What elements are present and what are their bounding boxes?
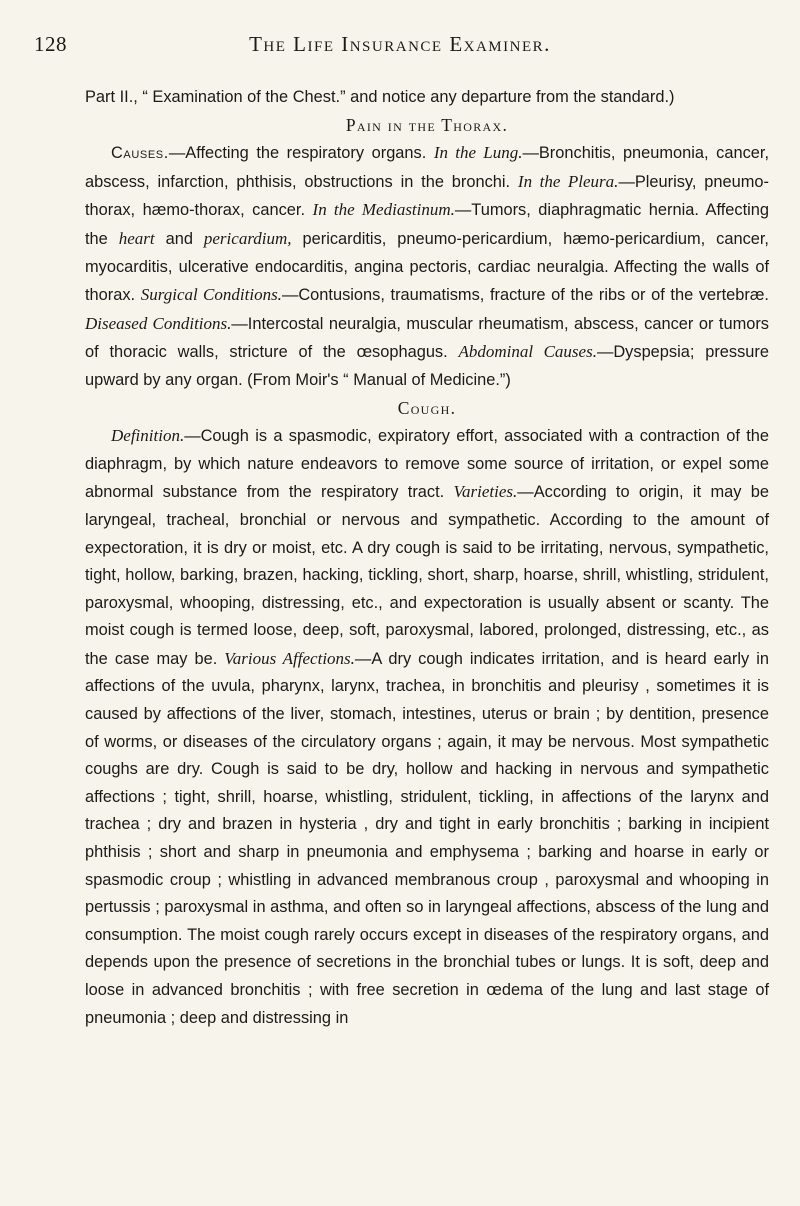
body-text	[85, 84, 769, 1032]
definition-label: Definition.	[111, 426, 185, 446]
lung-label: In the Lung.	[433, 143, 523, 163]
definition-text: —Cough is a spasmodic, expiratory effort, associated with a contraction of the diaphragm, by which nature endeavors to remove some source of irritation, or expel some abnormal substance from the respiratory tract.	[85, 427, 769, 502]
abdominal-label: Abdominal Causes.	[458, 342, 597, 362]
abdominal-text: —Dyspepsia; pressure upward by any organ. (From Moir's “ Manual of Medicine.”)	[85, 343, 769, 389]
affections-text: —A dry cough indicates irritation, and is heard early in affections of the uvula, pharynx, larynx, trachea, in bronchitis and pleurisy , sometimes it is caused by affections of the liver, stomach, intestines, uterus or brain ; by dentition, presence of worms, or diseases of the circulatory organs ; again, it may be nervous. Most sympathetic coughs are dry. Cough is said to be dry, hollow and hacking in nervous and sympathetic affections ; tight, shrill, hoarse, whistling, stridulent, tickling, in affections of the larynx and trachea ; dry and brazen in hysteria , dry and tight in early bronchitis ; barking in incipient phthisis ; short and sharp in pneumonia and emphysema ; barking and hoarse in early or spasmodic croup ; whistling in advanced membranous croup , paroxysmal and whooping in pertussis ; paroxysmal in asthma, and often so in laryngeal affections, abscess of the lung and consumption. The moist cough rarely occurs except in diseases of the respiratory organs, and depends upon the presence of secretions in the bronchial tubes or lungs. It is soft, deep and loose in advanced bronchitis ; with free secretion in œdema of the lung and last stage of pneumonia ; deep and distressing in	[85, 649, 769, 1027]
causes-paragraph	[85, 139, 769, 394]
pleura-text: —Pleurisy, pneumo-thorax, hæmo-thorax, cancer.	[85, 172, 769, 220]
pericardium-label: pericardium,	[203, 228, 292, 248]
running-title: The Life Insurance Examiner.	[249, 32, 551, 56]
surgical-text: —Contusions, traumatisms, fracture of the ribs or of the vertebræ.	[281, 286, 769, 305]
cough-paragraph	[85, 422, 769, 1032]
heart-and: and	[154, 229, 204, 248]
pericardium-text: pericarditis, pneumo-pericardium, hæmo-pericardium, cancer, myocarditis, ulcerative endocarditis, angina pectoris, cardiac neuralgia. Affecting the walls of thorax.	[85, 229, 769, 305]
pain-heading: Pain in the Thorax.	[345, 114, 509, 135]
running-header	[0, 28, 800, 64]
affections-label: Various Affections.	[224, 648, 355, 668]
mediastinum-label: In the Mediastinum.	[312, 200, 455, 220]
varieties-label: Varieties.	[453, 482, 518, 502]
lung-text: —Bronchitis, pneumonia, cancer, abscess, infarction, phthisis, obstructions in the bronchi.	[85, 144, 769, 191]
pleura-label: In the Pleura.	[517, 171, 619, 191]
intro-paragraph: Part II., “ Examination of the Chest.” and notice any departure from the standard.)	[85, 88, 675, 106]
mediastinum-text: —Tumors, diaphragmatic hernia. Affecting the	[85, 201, 769, 248]
diseased-text: —Intercostal neuralgia, muscular rheumatism, abscess, cancer or tumors of thoracic walls, stricture of the œsophagus.	[85, 314, 769, 362]
diseased-label: Diseased Conditions.	[85, 313, 232, 333]
cough-heading: Cough.	[397, 397, 457, 418]
page-number: 128	[34, 32, 67, 56]
causes-text: —Affecting the respiratory organs.	[168, 144, 434, 163]
heart-label: heart	[118, 228, 155, 248]
causes-label: Causes.	[111, 144, 169, 163]
surgical-label: Surgical Conditions.	[140, 285, 282, 305]
varieties-text: —According to origin, it may be laryngeal, tracheal, bronchial or nervous and sympathetic. According to the amount of expectoration, it is dry or moist, etc. A dry cough is said to be irritating, nervous, sympathetic, tight, hollow, barking, brazen, hacking, tickling, short, sharp, hoarse, shrill, whistling, stridulent, paroxysmal, whooping, distressing, etc., and expectoration is usually absent or scanty. The moist cough is termed loose, deep, soft, paroxysmal, labored, prolonged, distressing, etc., as the case may be.	[85, 483, 770, 668]
